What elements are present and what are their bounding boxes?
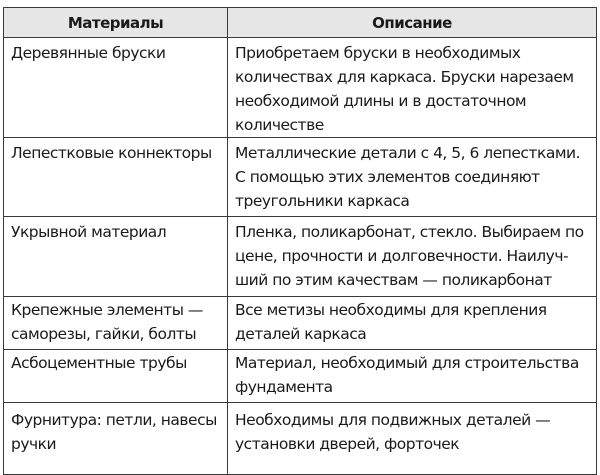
table-header-row (4, 8, 597, 38)
column-header-description: Описание (228, 8, 597, 38)
description-cell (228, 38, 597, 138)
description-text: треугольники каркаса (235, 192, 410, 210)
description-text: фундамента (235, 378, 333, 396)
description-cell (228, 138, 597, 217)
description-text: С помощью этих элементов соединяют (235, 168, 540, 186)
description-cell (228, 350, 597, 403)
table-row (4, 403, 597, 475)
material-cell (4, 350, 228, 403)
description-text: цене, прочности и долговечности. Наилуч- (235, 247, 569, 265)
material-text: Фурнитура: петли, навесы (11, 411, 217, 429)
column-header-materials: Материалы (4, 8, 228, 38)
description-text: Пленка, поликарбонат, стекло. Выбираем по (235, 223, 584, 241)
material-text: саморезы, гайки, болты (11, 325, 197, 343)
description-text: количествах для каркаса. Бруски нарезаем (235, 68, 574, 86)
description-cell (228, 217, 597, 297)
description-text: необходимой длины и в достаточном (235, 92, 527, 110)
description-text: Необходимы для подвижных деталей — (235, 411, 551, 429)
table-row (4, 297, 597, 350)
table-row (4, 217, 597, 297)
description-text: установки дверей, форточек (235, 435, 460, 453)
description-text: ший по этим качествам — поликарбонат (235, 271, 552, 289)
table-row (4, 138, 597, 217)
materials-table (3, 7, 597, 475)
description-text: Металлические детали с 4, 5, 6 лепестками. (235, 144, 581, 162)
description-cell (228, 297, 597, 350)
material-text: Крепежные элементы — (11, 301, 203, 319)
description-text: Все метизы необходимы для крепления (235, 301, 547, 319)
material-text: Укрывной материал (11, 223, 167, 241)
description-text: деталей каркаса (235, 325, 367, 343)
material-text: Асбоцементные трубы (11, 354, 187, 372)
material-text: Лепестковые коннекторы (11, 144, 212, 162)
description-text: Приобретаем бруски в необходимых (235, 44, 521, 62)
table-row (4, 350, 597, 403)
material-text: Деревянные бруски (11, 44, 166, 62)
material-cell (4, 38, 228, 138)
description-text: Материал, необходимый для строительства (235, 354, 579, 372)
material-text: ручки (11, 435, 57, 453)
material-cell (4, 403, 228, 475)
material-cell (4, 217, 228, 297)
material-cell (4, 138, 228, 217)
material-cell (4, 297, 228, 350)
description-text: количестве (235, 116, 324, 134)
description-cell (228, 403, 597, 475)
table-row (4, 38, 597, 138)
